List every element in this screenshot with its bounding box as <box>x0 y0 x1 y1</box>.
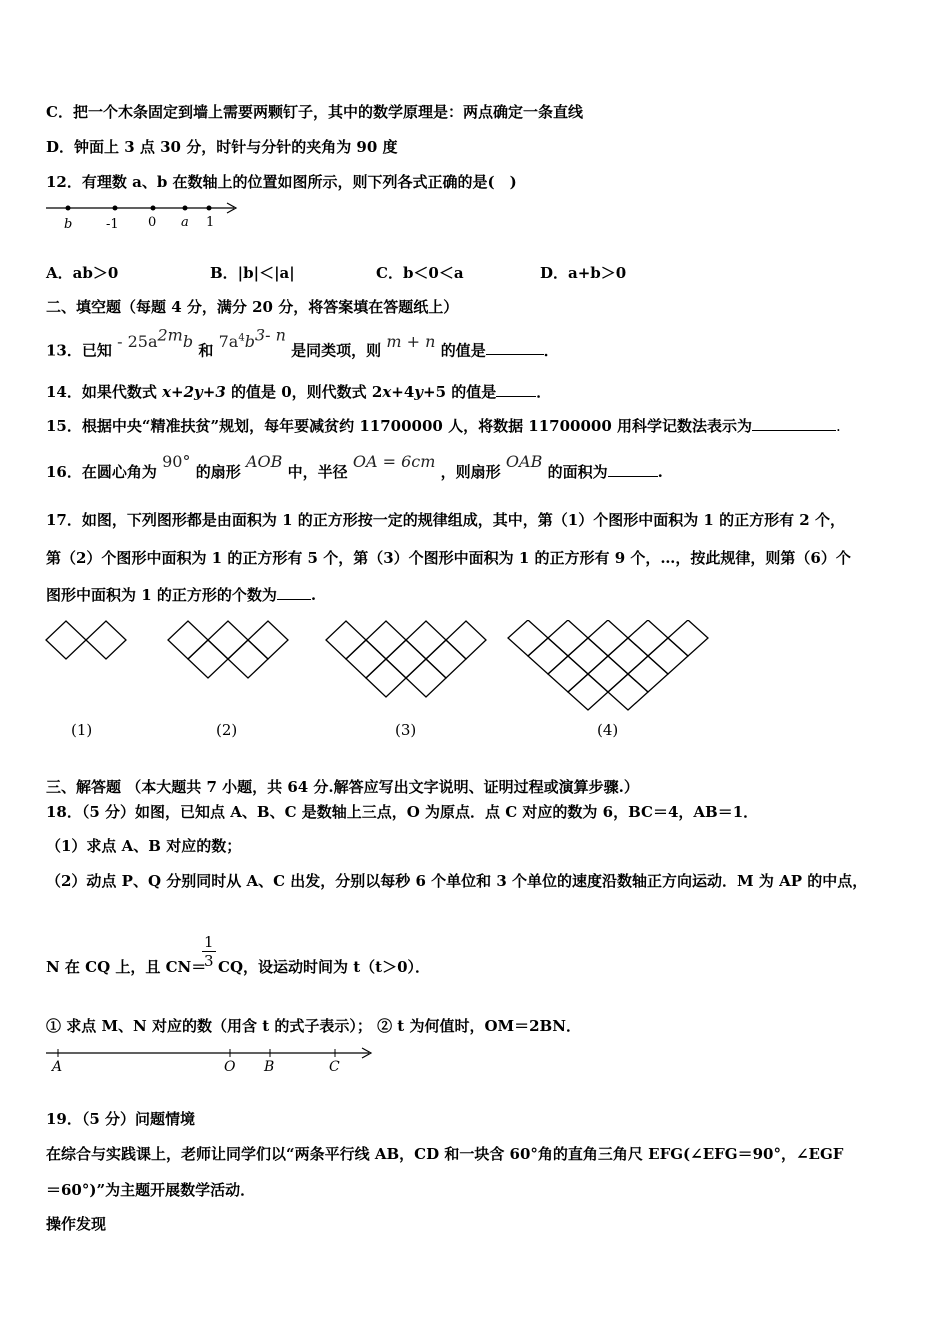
q14-prefix: 14．如果代数式 <box>46 383 163 401</box>
q13-term1-exp: 2m <box>157 326 183 345</box>
q16-answer-blank <box>608 462 658 477</box>
q13-suffix: 的值是 <box>440 341 486 360</box>
q12-point-b <box>66 206 71 211</box>
q18-label-a: A <box>52 1059 63 1075</box>
q12-option-a: A．ab＞0 <box>46 264 119 282</box>
q13-end: ． <box>543 341 559 360</box>
q18-label-o: O <box>224 1059 236 1075</box>
q17-answer-blank <box>277 585 311 600</box>
q14-expr2-plus4: +4 <box>391 383 415 401</box>
q13-term1-coef: - 25a <box>117 332 158 352</box>
q18-label-c: C <box>329 1059 340 1075</box>
q16-t3: ，则扇形 <box>440 463 501 481</box>
q19-line-1: 19．（5 分）问题情境 <box>46 1110 196 1128</box>
q15 <box>46 416 841 436</box>
q17-figure-4 <box>507 620 709 720</box>
q19-line-3: ＝60°)”为主题开展数学活动． <box>46 1181 256 1199</box>
q13-answer-blank <box>486 340 544 355</box>
q18-line-5: ① 求点 M、N 对应的数（用含 t 的式子表示）； ② t 为何值时，OM＝2BN． <box>46 1017 581 1035</box>
q12-label-b: b <box>64 217 73 232</box>
q14-mid: 的值是 0，则代数式 2 <box>225 383 383 401</box>
q19-line-2: 在综合与实践课上，老师让同学们以“两条平行线 AB，CD 和一块含 60°角的直角三角尺 EFG(∠EFG＝90°，∠EGF <box>46 1145 844 1163</box>
q17-caption-4: (4) <box>597 721 619 739</box>
q17-line-1: 17．如图，下列图形都是由面积为 1 的正方形按一定的规律组成，其中，第（1）个图形中面积为 1 的正方形有 2 个， <box>46 511 845 529</box>
q17-figure-3 <box>325 620 487 704</box>
q18-label-b: B <box>264 1059 275 1075</box>
q16-angle: 90° <box>162 452 191 471</box>
q18-part-1: （1）求点 A、B 对应的数； <box>46 837 242 855</box>
q13-mid: 是同类项，则 <box>291 341 382 360</box>
q19-line-4: 操作发现 <box>46 1215 107 1233</box>
q14 <box>46 382 551 402</box>
q13-term2-var: b <box>244 332 255 352</box>
q12-point-neg1 <box>113 206 118 211</box>
q14-expr2-x: x <box>382 383 392 401</box>
q13-expr: m + n <box>386 332 436 352</box>
q16-aob: AOB <box>245 452 283 471</box>
q12-option-c: C．b＜0＜a <box>376 264 464 282</box>
q14-expr1: x+2y+3 <box>162 383 226 401</box>
q13-prefix: 13．已知 <box>46 341 112 360</box>
q13-term2-exp-b: 3- n <box>254 326 286 345</box>
q17-end: . <box>310 586 317 604</box>
q18-line-1: 18．（5 分）如图，已知点 A、B、C 是数轴上三点，O 为原点．点 C 对应的数为 6，BC＝4，AB＝1． <box>46 803 759 821</box>
q16-t1: 的扇形 <box>195 463 241 481</box>
q12-stem: 12．有理数 a、b 在数轴上的位置如图所示，则下列各式正确的是( ) <box>46 173 517 191</box>
q17-caption-3: (3) <box>395 721 417 739</box>
q18-part-2: （2）动点 P、Q 分别同时从 A、C 出发，分别以每秒 6 个单位和 3 个单位的速度沿数轴正方向运动．M 为 AP 的中点， <box>46 872 868 890</box>
q16-prefix: 16．在圆心角为 <box>46 463 157 481</box>
q16-t2: 中，半径 <box>287 463 348 481</box>
q18-line-4-post: CQ，设运动时间为 t（t＞0）． <box>218 958 431 976</box>
q17-figure-1 <box>45 620 127 665</box>
q13-term2-coef: 7a <box>218 332 239 352</box>
q15-answer-blank <box>752 416 836 431</box>
q13-term1-var: b <box>182 332 194 352</box>
q17-figure-2 <box>167 620 289 684</box>
q14-end: ． <box>536 383 552 401</box>
q17-caption-1: (1) <box>71 721 93 739</box>
q16 <box>46 452 663 482</box>
q15-end: . <box>836 417 841 435</box>
q18-line-4-pre: N 在 CQ 上，且 CN＝ <box>46 958 207 976</box>
q16-oab: OAB <box>505 452 543 471</box>
q16-end: . <box>657 463 663 481</box>
q18-fraction-numerator: 1 <box>204 933 214 951</box>
q12-label-1: 1 <box>206 215 215 230</box>
q12-label-0: 0 <box>148 215 157 230</box>
q13-and: 和 <box>198 341 214 360</box>
q17-caption-2: (2) <box>216 721 238 739</box>
q13 <box>46 326 559 360</box>
q15-text: 15．根据中央“精准扶贫”规划，每年要减贫约 11700000 人，将数据 11700000 用科学记数法表示为 <box>46 417 753 435</box>
q11-option-d: D．钟面上 3 点 30 分，时针与分针的夹角为 90 度 <box>46 138 398 156</box>
q12-number-line <box>44 198 244 234</box>
q16-t4: 的面积为 <box>547 463 608 481</box>
section-2-heading: 二、填空题（每题 4 分，满分 20 分，将答案填在答题纸上） <box>46 298 459 316</box>
q12-option-d: D．a+b＞0 <box>540 264 627 282</box>
q18-number-line <box>44 1045 374 1077</box>
q16-radius: OA = 6cm <box>352 452 436 471</box>
q11-option-c: C．把一个木条固定到墙上需要两颗钉子，其中的数学原理是：两点确定一条直线 <box>46 103 583 121</box>
q17-line-3-text: 图形中面积为 1 的正方形的个数为 <box>46 586 277 604</box>
q12-option-b: B．|b|＜|a| <box>210 264 295 282</box>
q17-line-3 <box>46 585 316 605</box>
q12-label-neg1: -1 <box>106 217 119 232</box>
q12-point-1 <box>207 206 212 211</box>
q14-expr2-y: y <box>414 383 424 401</box>
q18-fraction-denominator: 3 <box>204 952 214 970</box>
q12-label-a: a <box>181 215 189 230</box>
q18-fraction <box>202 933 216 970</box>
section-3-heading: 三、解答题 （本大题共 7 小题，共 64 分.解答应写出文字说明、证明过程或演算步骤.） <box>46 778 639 796</box>
q14-answer-blank <box>496 382 536 397</box>
q12-point-0 <box>151 206 156 211</box>
q14-expr2-rest: +5 的值是 <box>423 383 497 401</box>
q12-point-a <box>183 206 188 211</box>
q13-term2-exp-a: 4 <box>238 333 245 344</box>
q17-line-2: 第（2）个图形中面积为 1 的正方形有 5 个，第（3）个图形中面积为 1 的正方形有 9 个，…，按此规律，则第（6）个 <box>46 549 851 567</box>
